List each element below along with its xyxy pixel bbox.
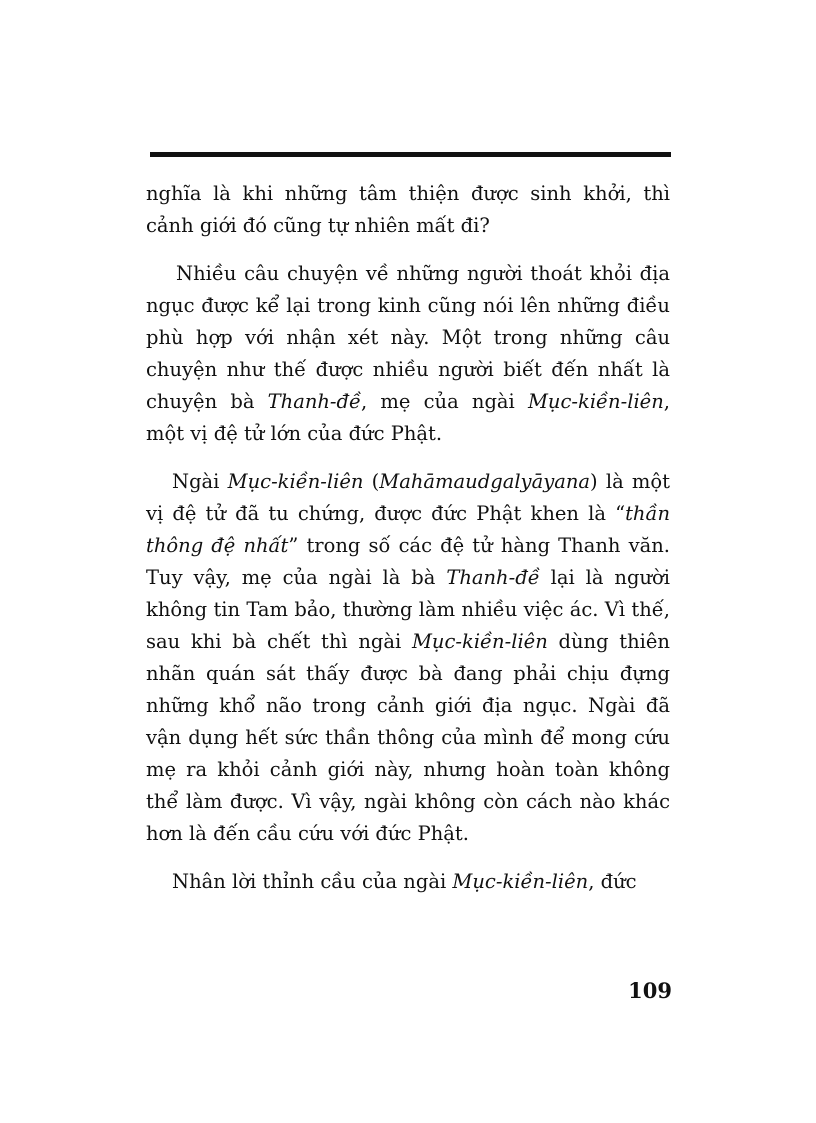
italic-run: Thanh-đề xyxy=(446,566,540,589)
text-run: Ngài xyxy=(172,470,228,493)
italic-run: Mục-kiền-liên xyxy=(452,870,589,893)
text-run: , một vị đệ tử lớn của đức Phật. xyxy=(146,390,670,445)
paragraph xyxy=(146,258,670,450)
header-rule xyxy=(150,152,671,157)
italic-run: thần thông đệ nhất xyxy=(146,502,670,557)
text-run: Nhiều câu chuyện về những người thoát khỏi địa ngục được kể lại trong kinh cũng nói lên những điều phù hợp với nhận xét này. Một trong những câu chuyện như thế được nhiều người biết đến nhất là chuyện bà xyxy=(146,262,670,413)
text-run: lại là người không tin Tam bảo, thường làm nhiều việc ác. Vì thế, sau khi bà chết thì ngài xyxy=(146,566,671,653)
text-run: ” trong số các đệ tử hàng Thanh văn. Tuy vậy, mẹ của ngài là bà xyxy=(146,534,671,589)
italic-run: Mục-kiền-liên xyxy=(227,470,364,493)
italic-run: Mahāmaudgalyāyana xyxy=(379,470,591,493)
text-run: dùng thiên nhãn quán sát thấy được bà đang phải chịu đựng những khổ não trong cảnh giới địa ngục. Ngài đã vận dụng hết sức thần thông của mình để mong cứu mẹ ra khỏi cảnh giới này, nhưng hoàn toàn không thể làm được. Vì vậy, ngài không còn cách nào khác hơn là đến cầu cứu với đức Phật. xyxy=(146,630,670,845)
italic-run: Mục-kiền-liên xyxy=(411,630,548,653)
text-run: ) là một vị đệ tử đã tu chứng, được đức Phật khen là “ xyxy=(146,470,671,525)
paragraph xyxy=(146,866,670,898)
text-run: ( xyxy=(363,470,380,493)
paragraph xyxy=(146,466,670,850)
paragraph xyxy=(146,178,670,242)
page-number: 109 xyxy=(628,978,672,1003)
body-text xyxy=(146,178,670,898)
italic-run: Thanh-đề xyxy=(267,390,362,413)
italic-run: Mục-kiền-liên xyxy=(527,390,664,413)
text-run: nghĩa là khi những tâm thiện được sinh khởi, thì cảnh giới đó cũng tự nhiên mất đi? xyxy=(146,182,670,237)
text-run: , mẹ của ngài xyxy=(361,390,528,413)
text-run: Nhân lời thỉnh cầu của ngài xyxy=(172,870,453,893)
text-run: , đức xyxy=(588,870,637,893)
